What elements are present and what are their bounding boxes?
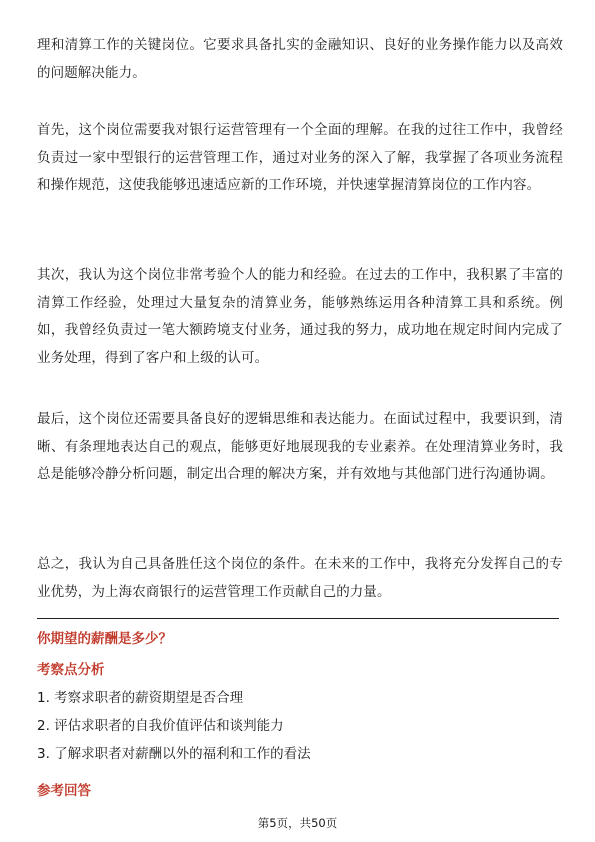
analysis-heading: 考察点分析 <box>37 662 105 678</box>
paragraph-second: 其次，我认为这个岗位非常考验个人的能力和经验。在过去的工作中，我积累了丰富的清算工作经验，处理过大量复杂的清算业务，能够熟练运用各种清算工具和系统。例如，我曾经负责过一笔大额跨境支付业务，通过我的努力，成功地在规定时间内完成了业务处理，得到了客户和上级的认可。 <box>37 267 563 366</box>
section-divider <box>37 618 559 619</box>
analysis-point-2: 2. 评估求职者的自我价值评估和谈判能力 <box>37 718 284 734</box>
paragraph-intro-continued: 理和清算工作的关键岗位。它要求具备扎实的金融知识、良好的业务操作能力以及高效的问题解决能力。 <box>37 37 563 81</box>
page-number: 第5页，共50页 <box>257 816 338 830</box>
question-title: 你期望的薪酬是多少？ <box>37 631 172 647</box>
analysis-point-3: 3. 了解求职者对薪酬以外的福利和工作的看法 <box>37 746 311 762</box>
answer-heading: 参考回答 <box>37 783 91 799</box>
paragraph-first: 首先，这个岗位需要我对银行运营管理有一个全面的理解。在我的过往工作中，我曾经负责过一家中型银行的运营管理工作，通过对业务的深入了解，我掌握了各项业务流程和操作规范，这使我能够迅速适应新的工作环境，并快速掌握清算岗位的工作内容。 <box>37 122 563 193</box>
paragraph-third: 最后，这个岗位还需要具备良好的逻辑思维和表达能力。在面试过程中，我要识到，清晰、有条理地表达自己的观点，能够更好地展现我的专业素养。在处理清算业务时，我总是能够冷静分析问题，制定出合理的解决方案，并有效地与其他部门进行沟通协调。 <box>37 411 563 482</box>
paragraph-conclusion: 总之，我认为自己具备胜任这个岗位的条件。在未来的工作中，我将充分发挥自己的专业优势，为上海农商银行的运营管理工作贡献自己的力量。 <box>37 556 563 600</box>
analysis-point-1: 1. 考察求职者的薪资期望是否合理 <box>37 690 244 706</box>
